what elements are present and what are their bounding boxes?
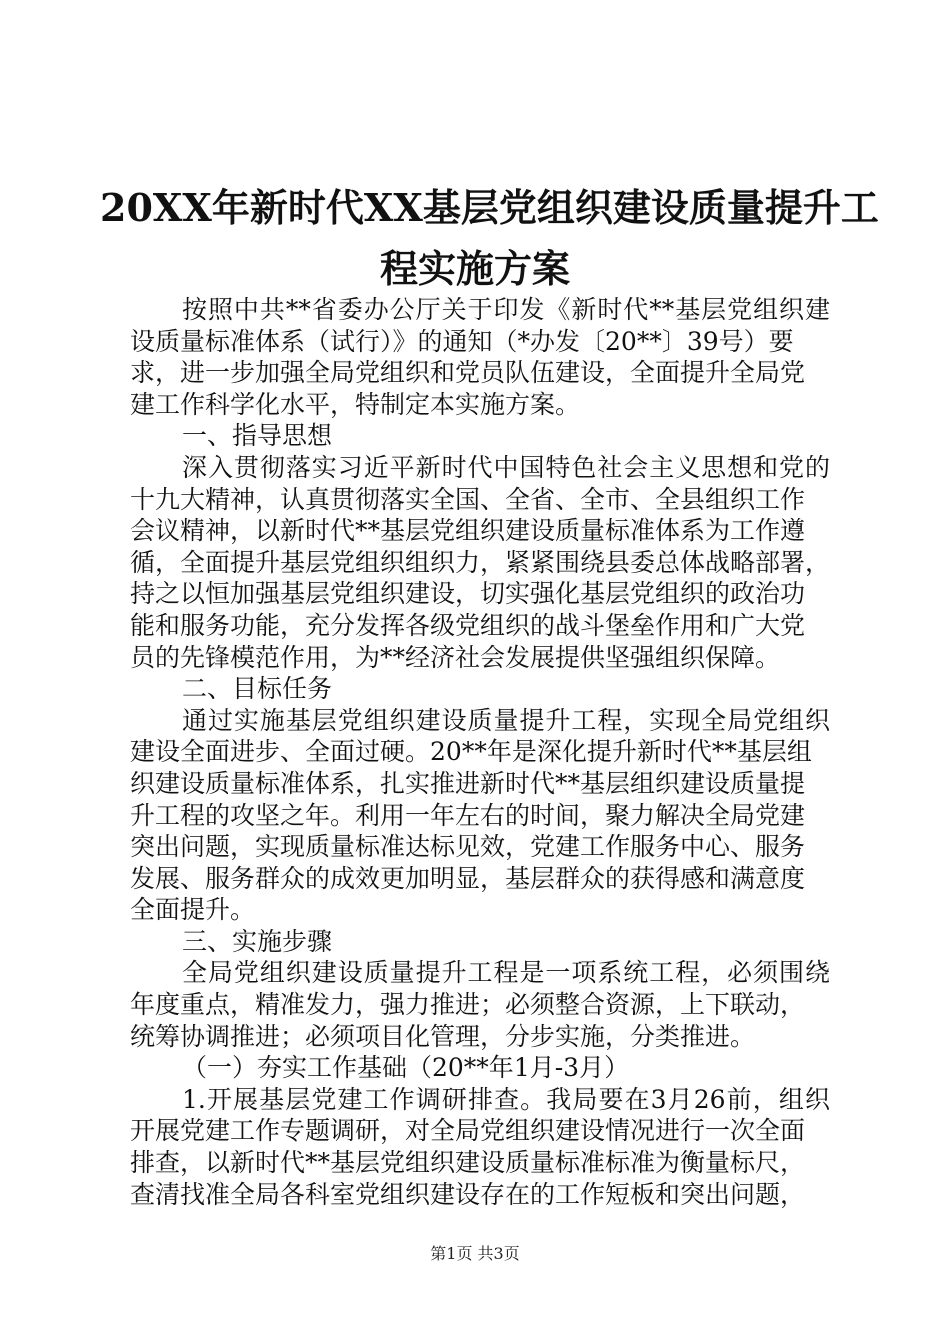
body-line-text: 通过实施基层党组织建设质量提升工程，实现全局党组织 [182, 705, 830, 735]
body-line [130, 800, 830, 832]
body-line-text: 1.开展基层党建工作调研排查。我局要在3月26前，组织 [182, 1084, 830, 1114]
body-line [130, 1115, 830, 1147]
body-line-text: 查清找准全局各科室党组织建设存在的工作短板和突出问题， [130, 1179, 806, 1209]
body-line-text: 建设全面进步、全面过硬。20**年是深化提升新时代**基层组 [130, 737, 812, 767]
body-line [130, 1179, 830, 1211]
body-line [130, 831, 830, 863]
document-title-line-1: 20XX年新时代XX基层党组织建设质量提升工 [100, 185, 879, 230]
body-line-text: 全局党组织建设质量提升工程是一项系统工程，必须围绕 [182, 958, 830, 988]
body-line [130, 989, 830, 1021]
body-line [130, 768, 830, 800]
body-line [130, 515, 830, 547]
page-footer: 第1页 共3页 [430, 1244, 520, 1263]
body-line [130, 705, 830, 737]
body-line [130, 1021, 830, 1053]
body-line [130, 673, 830, 705]
body-line [130, 357, 830, 389]
body-line-text: 全面提升。 [130, 895, 256, 925]
body-line-text: 持之以恒加强基层党组织建设，切实强化基层党组织的政治功 [130, 579, 806, 609]
body-line-text: 统筹协调推进；必须项目化管理，分步实施，分类推进。 [130, 1021, 756, 1051]
body-line [130, 957, 830, 989]
body-line-text: 求，进一步加强全局党组织和党员队伍建设，全面提升全局党 [130, 358, 806, 388]
body-line [130, 294, 830, 326]
body-line-text: 员的先锋模范作用，为**经济社会发展提供坚强组织保障。 [130, 642, 781, 672]
body-line-text: 二、目标任务 [182, 674, 333, 704]
body-line [130, 326, 830, 358]
body-line-text: 突出问题，实现质量标准达标见效，党建工作服务中心、服务 [130, 832, 806, 862]
body-line-text: 建工作科学化水平，特制定本实施方案。 [130, 389, 581, 419]
document-title-line-2: 程实施方案 [379, 246, 570, 291]
body-line [130, 547, 830, 579]
body-line [130, 484, 830, 516]
body-line-text: 发展、服务群众的成效更加明显，基层群众的获得感和满意度 [130, 863, 806, 893]
body-line-text: 循，全面提升基层党组织组织力，紧紧围绕县委总体战略部署， [130, 547, 831, 577]
body-line [130, 389, 830, 421]
body-line-text: 会议精神，以新时代**基层党组织建设质量标准体系为工作遵 [130, 516, 806, 546]
body-line-text: 一、指导思想 [182, 421, 333, 451]
body-line-text: 年度重点，精准发力，强力推进；必须整合资源，上下联动， [130, 990, 806, 1020]
body-line-text: 十九大精神，认真贯彻落实全国、全省、全市、全县组织工作 [130, 484, 806, 514]
body-line-text: 设质量标准体系（试行）》的通知（*办发〔20**〕39号）要 [130, 326, 794, 356]
body-line [130, 578, 830, 610]
body-line [130, 894, 830, 926]
body-line-text: 升工程的攻坚之年。利用一年左右的时间，聚力解决全局党建 [130, 800, 806, 830]
body-line [130, 610, 830, 642]
body-line [130, 1052, 830, 1084]
body-line [130, 452, 830, 484]
body-line [130, 736, 830, 768]
body-line-text: 按照中共**省委办公厅关于印发《新时代**基层党组织建 [182, 295, 830, 324]
body-line [130, 1147, 830, 1179]
document-body [130, 294, 830, 1210]
body-line [130, 926, 830, 958]
body-line-text: 开展党建工作专题调研，对全局党组织建设情况进行一次全面 [130, 1116, 806, 1146]
body-line [130, 642, 830, 674]
body-line-text: 排查，以新时代**基层党组织建设质量标准标准为衡量标尺， [130, 1148, 806, 1178]
body-line-text: 三、实施步骤 [182, 926, 333, 956]
body-line [130, 1084, 830, 1116]
body-line [130, 420, 830, 452]
body-line-text: 织建设质量标准体系，扎实推进新时代**基层组织建设质量提 [130, 768, 806, 798]
body-line-text: 能和服务功能，充分发挥各级党组织的战斗堡垒作用和广大党 [130, 610, 806, 640]
body-line-text: 深入贯彻落实习近平新时代中国特色社会主义思想和党的 [182, 452, 830, 482]
body-line-text: （一）夯实工作基础（20**年1月-3月） [182, 1053, 630, 1083]
body-line [130, 863, 830, 895]
